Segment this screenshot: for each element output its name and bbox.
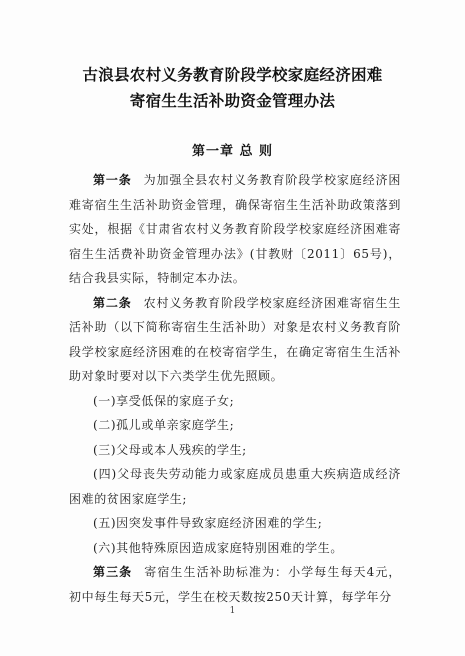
article-2-item-2: (二)孤儿或单亲家庭学生; bbox=[93, 418, 235, 432]
article-2-item-5: (五)因突发事件导致家庭经济困难的学生; bbox=[93, 516, 323, 530]
article-2-item-6: (六)其他特殊原因造成家庭特别困难的学生。 bbox=[93, 540, 343, 555]
article-2-item-1: (一)享受低保的家庭子女; bbox=[93, 393, 235, 408]
page-number: 1 bbox=[229, 606, 236, 616]
title-line-1: 古浪县农村义务教育阶段学校家庭经济困难 bbox=[82, 66, 383, 84]
article-3-label: 第三条 bbox=[93, 565, 133, 579]
article-2-label: 第二条 bbox=[93, 295, 132, 310]
document-title bbox=[0, 62, 465, 114]
article-3-text: 寄宿生生活补助标准为：小学每生每天4元，初中每生每天5元，学生在校天数按250天计算，每学年分 bbox=[69, 565, 401, 604]
article-1-label: 第一条 bbox=[93, 173, 132, 187]
title-line-2: 寄宿生生活补助资金管理办法 bbox=[129, 92, 336, 110]
article-1 bbox=[69, 168, 401, 291]
article-3 bbox=[69, 560, 401, 609]
chapter-heading: 第一章 总 则 bbox=[191, 144, 274, 159]
article-2 bbox=[69, 291, 401, 389]
article-2-item-4: (四)父母丧失劳动能力或家庭成员患重大疾病造成经济困难的贫困家庭学生; bbox=[69, 467, 401, 506]
article-2-item-3: (三)父母或本人残疾的学生; bbox=[93, 442, 247, 457]
document-body bbox=[69, 168, 401, 609]
article-1-text: 为加强全县农村义务教育阶段学校家庭经济困难寄宿生生活补助资金管理，确保寄宿生生活补助政策落到实处，根据《甘肃省农村义务教育阶段学校家庭经济困难寄宿生生活费补助资金管理办法》(甘教财〔2011〕65号)，结合我县实际，特制定本办法。 bbox=[69, 173, 401, 285]
article-2-text: 农村义务教育阶段学校家庭经济困难寄宿生生活补助（以下简称寄宿生生活补助）对象是农村义务教育阶段学校家庭经济困难的在校寄宿学生，在确定寄宿生生活补助对象时要对以下六类学生优先照顾。 bbox=[69, 295, 401, 383]
